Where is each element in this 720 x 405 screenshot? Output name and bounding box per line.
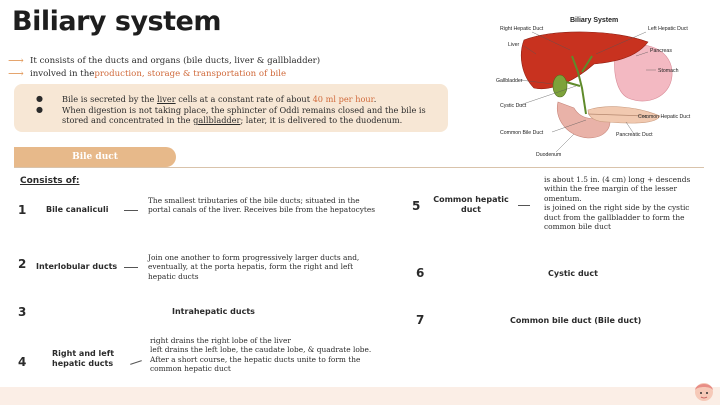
arrow-right-icon: ⟶ (8, 67, 24, 80)
label-common-bile-duct: Common Bile Duct (500, 130, 544, 136)
bullet-2-text-a: When digestion is not taking place, the sphincter of Oddi remains closed and the bile is (62, 105, 426, 115)
biliary-system-diagram (496, 10, 706, 160)
connector-dash (518, 205, 530, 206)
bullet-storage (36, 105, 438, 125)
item-term-right-left-hepatic-ducts: Right and left hepatic ducts (52, 349, 115, 368)
label-stomach: Stomach (658, 68, 679, 74)
intro-text-2: involved in the (30, 68, 95, 79)
bullet-2-gallbladder: gallbladder (193, 115, 241, 125)
label-duodenum: Duodenum (536, 152, 562, 158)
intro-line-1 (8, 54, 320, 67)
footer-band (0, 387, 720, 405)
bullet-secretion (36, 94, 438, 104)
gallbladder-shape (553, 75, 567, 97)
intro-highlight: production, storage & transportation of bile (94, 68, 287, 79)
item-number-1: 1 (18, 203, 27, 217)
label-liver: Liver (508, 42, 520, 48)
diagram-title: Biliary System (570, 17, 619, 24)
bullet-dot-icon: ● (36, 94, 43, 103)
bullet-dot-icon: ● (36, 105, 43, 114)
label-pancreatic-duct: Pancreatic Duct (616, 132, 653, 138)
item-number-5: 5 (412, 199, 421, 213)
item-number-3: 3 (18, 305, 27, 319)
consists-of-heading: Consists of: (20, 176, 80, 186)
intro-text-1: It consists of the ducts and organs (bile ducts, liver & gallbladder) (30, 55, 321, 66)
bullet-1-liver: liver (156, 94, 176, 104)
item-term-cystic-duct: Cystic duct (548, 269, 598, 278)
item-term-bile-canaliculi: Bile canaliculi (46, 205, 109, 214)
bile-facts-box (14, 84, 448, 132)
label-gallbladder: Gallbladder (496, 78, 523, 84)
character-illustration-icon (690, 378, 718, 405)
connector-dash (130, 360, 142, 365)
section-label-bile-duct: Bile duct (14, 147, 176, 167)
bullet-1-text-a: Bile is secreted by the (62, 94, 157, 104)
item-desc-bile-canaliculi: The smallest tributaries of the bile ducts; situated in the portal canals of the liver. Receives bile from the hepatocytes (148, 196, 376, 215)
item-number-4: 4 (18, 355, 27, 369)
label-cystic-duct: Cystic Duct (500, 103, 527, 109)
connector-dash (124, 267, 138, 268)
item-term-common-hepatic-duct: Common hepatic duct (433, 195, 509, 214)
item-desc-right-left-hepatic-ducts: right drains the right lobe of the liver left drains the left lobe, the caudate lobe, & quadrate lobe. After a short course, the hepatic ducts unite to form the common hepatic duct (150, 336, 372, 374)
label-right-hepatic-duct: Right Hepatic Duct (500, 26, 544, 32)
bullet-1-end: . (373, 94, 377, 104)
bullet-1-rate: 40 ml per hour (312, 94, 374, 104)
label-left-hepatic-duct: Left Hepatic Duct (648, 26, 688, 32)
item-term-intrahepatic-ducts: Intrahepatic ducts (172, 307, 255, 316)
section-divider (14, 167, 704, 168)
item-number-6: 6 (416, 266, 425, 280)
bullet-1-text-b: cells at a constant rate of about (175, 94, 313, 104)
bullet-2-text-b: stored and concentrated in the (62, 115, 194, 125)
connector-dash (124, 210, 138, 211)
label-pancreas: Pancreas (650, 48, 672, 54)
item-number-7: 7 (416, 313, 425, 327)
label-common-hepatic-duct: Common Hepatic Duct (638, 114, 691, 120)
bullet-2-end: ; later, it is delivered to the duodenum. (240, 115, 403, 125)
item-number-2: 2 (18, 257, 27, 271)
arrow-right-icon: ⟶ (8, 54, 24, 67)
intro-line-2 (8, 67, 286, 80)
item-desc-interlobular-ducts: Join one another to form progressively larger ducts and, eventually, at the porta hepatis, form the right and left hepatic ducts (148, 253, 360, 281)
item-desc-common-hepatic-duct: is about 1.5 in. (4 cm) long + descends within the free margin of the lesser omentum. is joined on the right side by the cystic duct from the gallbladder to form the common bile duct (544, 175, 691, 232)
page-title: Biliary system (12, 6, 221, 37)
item-term-common-bile-duct: Common bile duct (Bile duct) (510, 316, 642, 325)
item-term-interlobular-ducts: Interlobular ducts (36, 262, 118, 271)
